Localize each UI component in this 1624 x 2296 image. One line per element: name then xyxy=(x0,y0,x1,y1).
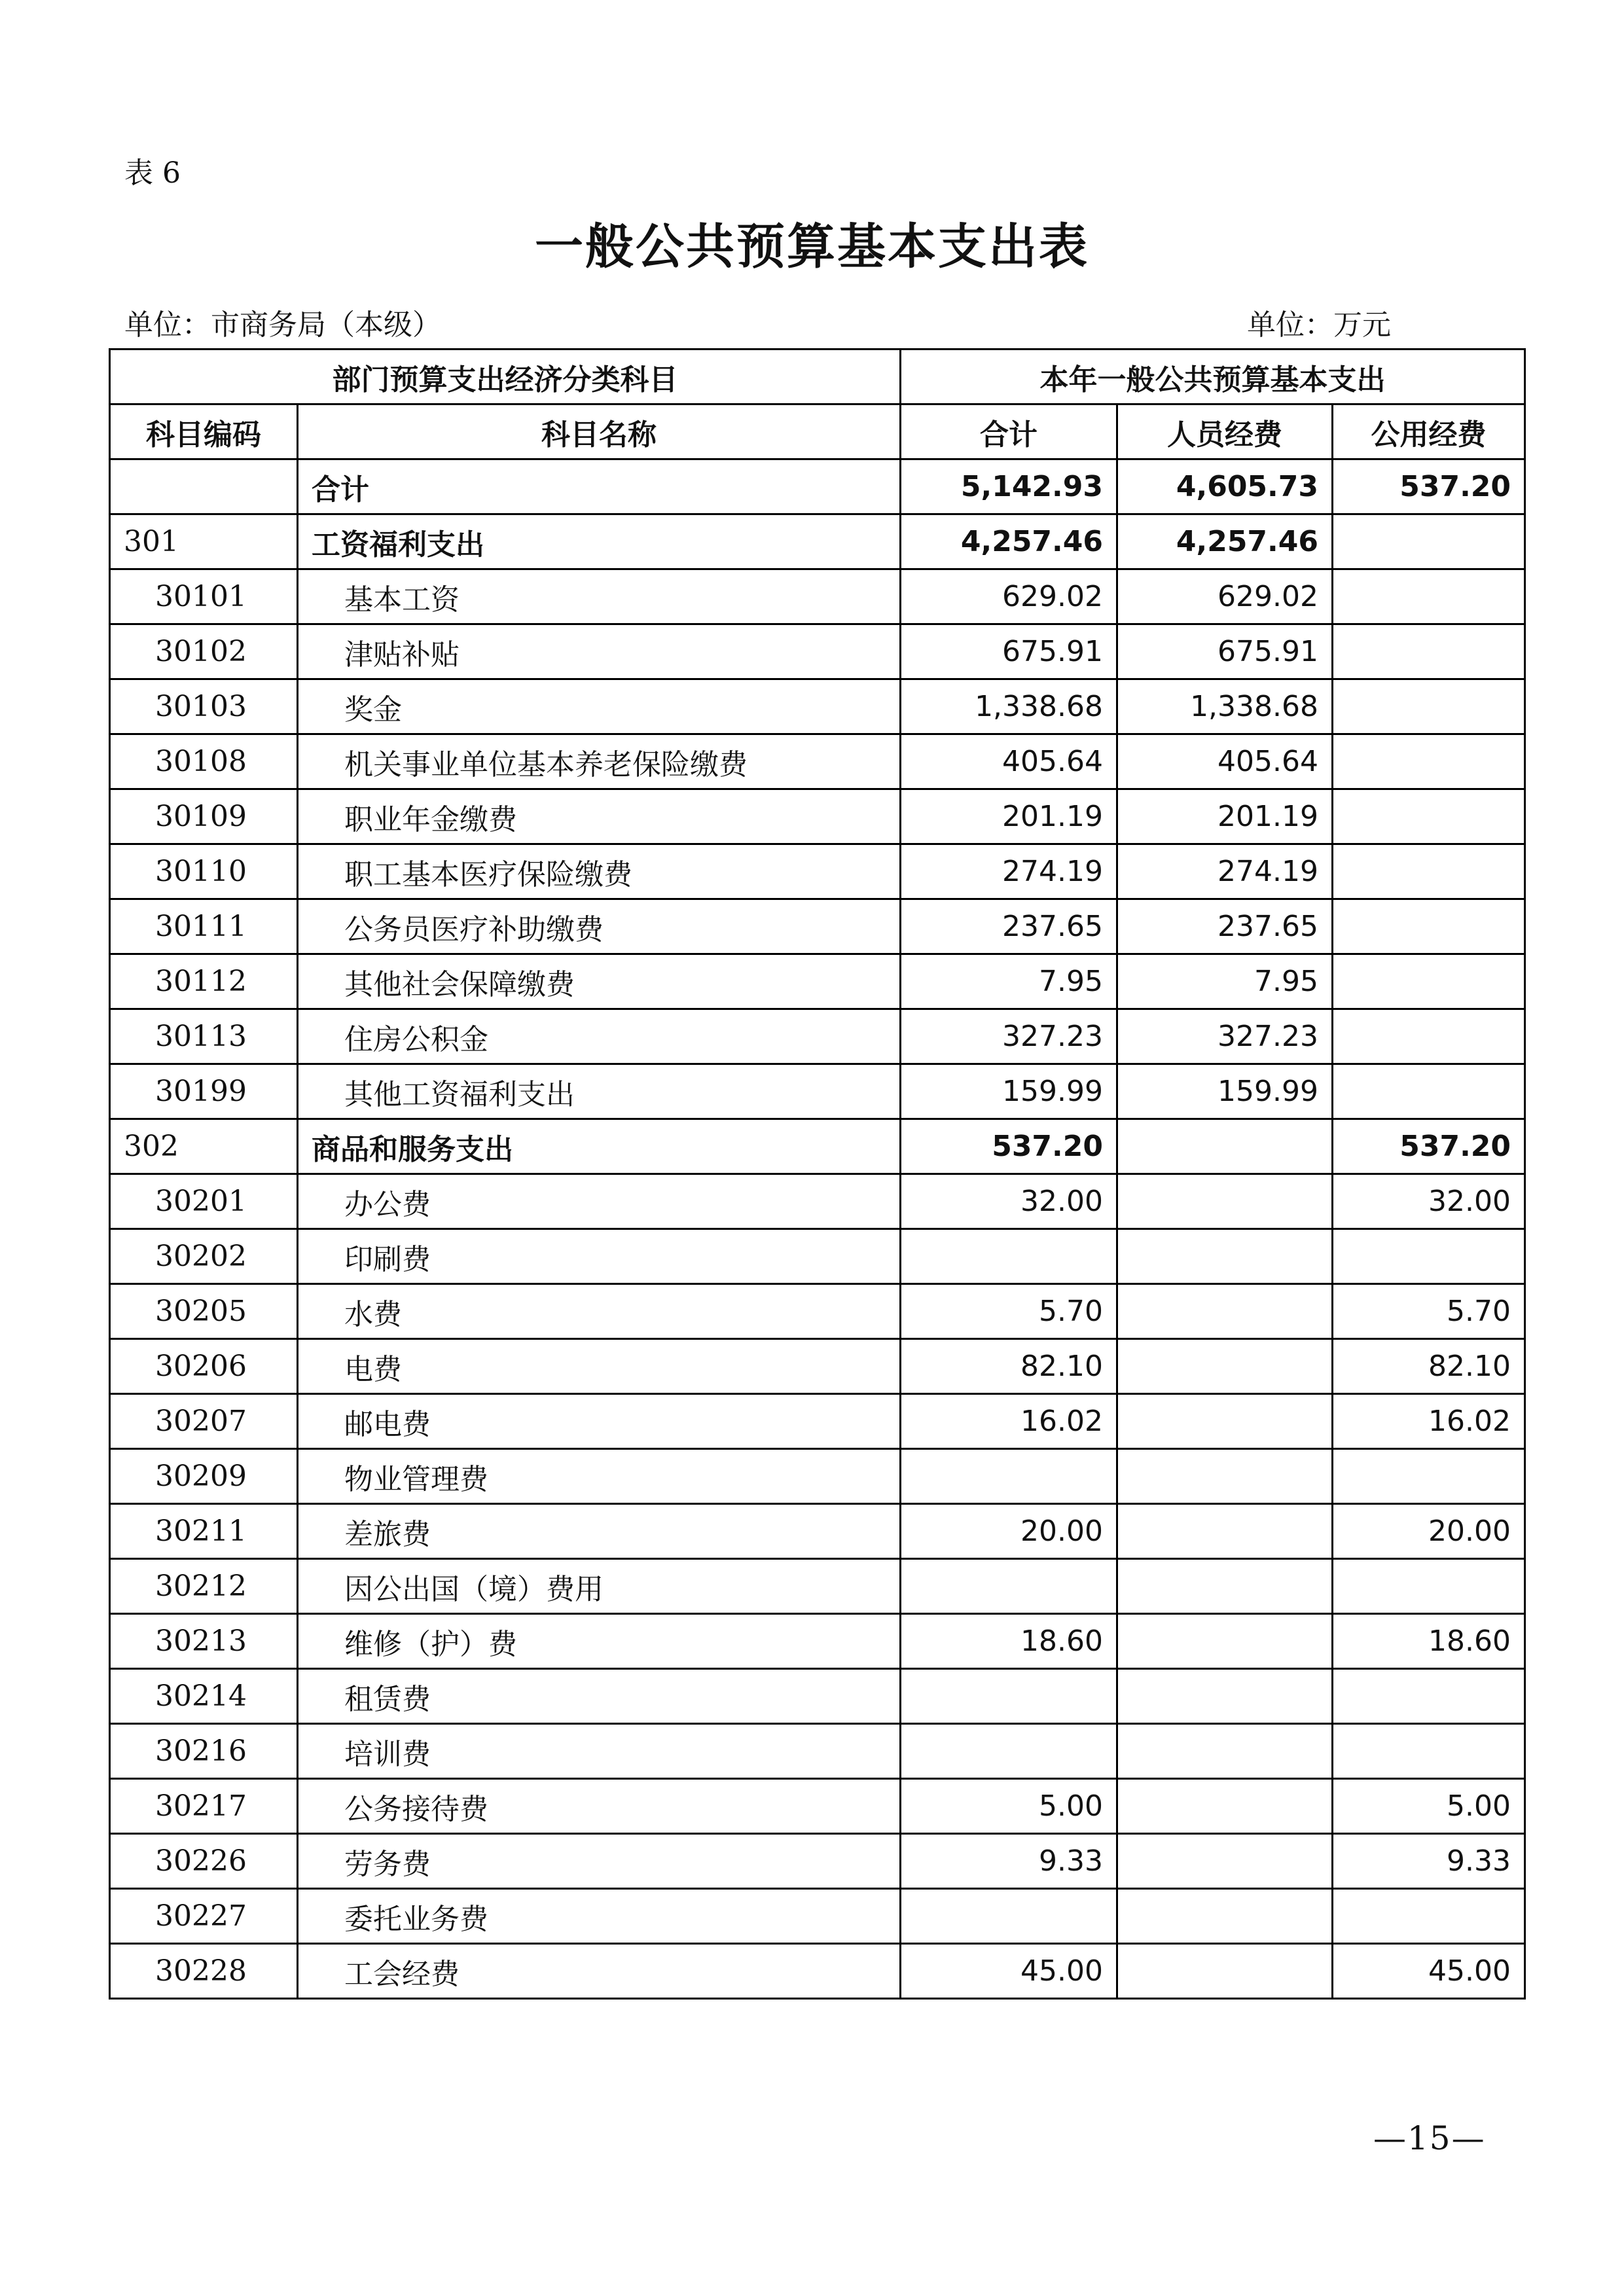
cell-total xyxy=(901,1669,1117,1724)
cell-personnel: 7.95 xyxy=(1117,954,1333,1009)
cell-total: 1,338.68 xyxy=(901,679,1117,734)
cell-personnel xyxy=(1117,1119,1333,1174)
cell-name: 机关事业单位基本养老保险缴费 xyxy=(298,734,901,789)
cell-name: 合计 xyxy=(298,459,901,514)
cell-name: 津贴补贴 xyxy=(298,624,901,679)
header-name: 科目名称 xyxy=(298,404,901,459)
cell-code: 30216 xyxy=(110,1724,298,1779)
cell-name: 公务员医疗补助缴费 xyxy=(298,899,901,954)
cell-public xyxy=(1333,569,1525,624)
cell-name: 职工基本医疗保险缴费 xyxy=(298,844,901,899)
cell-name: 其他工资福利支出 xyxy=(298,1064,901,1119)
cell-name: 工资福利支出 xyxy=(298,514,901,569)
cell-personnel xyxy=(1117,1779,1333,1834)
cell-name: 培训费 xyxy=(298,1724,901,1779)
table-row xyxy=(110,459,1525,514)
cell-code: 30101 xyxy=(110,569,298,624)
cell-public: 18.60 xyxy=(1333,1614,1525,1669)
cell-personnel xyxy=(1117,1449,1333,1504)
cell-name: 维修（护）费 xyxy=(298,1614,901,1669)
unit-department: 单位：市商务局（本级） xyxy=(124,308,441,342)
cell-public xyxy=(1333,789,1525,844)
page-number: —15— xyxy=(1373,2119,1486,2157)
cell-personnel: 201.19 xyxy=(1117,789,1333,844)
cell-total: 18.60 xyxy=(901,1614,1117,1669)
cell-total: 629.02 xyxy=(901,569,1117,624)
cell-total: 675.91 xyxy=(901,624,1117,679)
table-row xyxy=(110,514,1525,569)
table-row xyxy=(110,789,1525,844)
table-row xyxy=(110,1119,1525,1174)
cell-name: 劳务费 xyxy=(298,1834,901,1889)
cell-personnel xyxy=(1117,1889,1333,1944)
cell-code: 30102 xyxy=(110,624,298,679)
cell-total: 32.00 xyxy=(901,1174,1117,1229)
table-row xyxy=(110,1229,1525,1284)
cell-code: 301 xyxy=(110,514,298,569)
cell-public: 537.20 xyxy=(1333,459,1525,514)
table-row xyxy=(110,844,1525,899)
cell-code: 30199 xyxy=(110,1064,298,1119)
cell-personnel xyxy=(1117,1559,1333,1614)
cell-public xyxy=(1333,954,1525,1009)
cell-code xyxy=(110,459,298,514)
cell-total: 82.10 xyxy=(901,1339,1117,1394)
table-row xyxy=(110,569,1525,624)
cell-personnel: 4,605.73 xyxy=(1117,459,1333,514)
cell-personnel xyxy=(1117,1504,1333,1559)
cell-personnel: 237.65 xyxy=(1117,899,1333,954)
cell-total: 45.00 xyxy=(901,1944,1117,1999)
cell-total xyxy=(901,1724,1117,1779)
cell-total: 159.99 xyxy=(901,1064,1117,1119)
cell-code: 30103 xyxy=(110,679,298,734)
table-row xyxy=(110,1449,1525,1504)
cell-name: 印刷费 xyxy=(298,1229,901,1284)
cell-code: 30113 xyxy=(110,1009,298,1064)
table-row xyxy=(110,1284,1525,1339)
cell-code: 30109 xyxy=(110,789,298,844)
cell-public xyxy=(1333,899,1525,954)
cell-code: 30112 xyxy=(110,954,298,1009)
cell-total xyxy=(901,1889,1117,1944)
cell-name: 差旅费 xyxy=(298,1504,901,1559)
table-row xyxy=(110,1834,1525,1889)
header-total: 合计 xyxy=(901,404,1117,459)
cell-code: 30207 xyxy=(110,1394,298,1449)
header-group-row xyxy=(110,350,1525,404)
table-row xyxy=(110,1009,1525,1064)
header-public: 公用经费 xyxy=(1333,404,1525,459)
cell-name: 水费 xyxy=(298,1284,901,1339)
cell-total: 5.00 xyxy=(901,1779,1117,1834)
cell-personnel xyxy=(1117,1339,1333,1394)
cell-total xyxy=(901,1449,1117,1504)
table-row xyxy=(110,1064,1525,1119)
cell-public xyxy=(1333,1009,1525,1064)
cell-public xyxy=(1333,1724,1525,1779)
cell-name: 因公出国（境）费用 xyxy=(298,1559,901,1614)
cell-code: 302 xyxy=(110,1119,298,1174)
cell-code: 30206 xyxy=(110,1339,298,1394)
cell-public xyxy=(1333,514,1525,569)
cell-name: 公务接待费 xyxy=(298,1779,901,1834)
cell-name: 物业管理费 xyxy=(298,1449,901,1504)
cell-personnel xyxy=(1117,1229,1333,1284)
cell-name: 职业年金缴费 xyxy=(298,789,901,844)
cell-name: 基本工资 xyxy=(298,569,901,624)
cell-code: 30214 xyxy=(110,1669,298,1724)
header-group-left: 部门预算支出经济分类科目 xyxy=(110,350,901,404)
header-row xyxy=(110,404,1525,459)
table-row xyxy=(110,1724,1525,1779)
cell-code: 30211 xyxy=(110,1504,298,1559)
cell-public: 32.00 xyxy=(1333,1174,1525,1229)
table-row xyxy=(110,679,1525,734)
table-row xyxy=(110,954,1525,1009)
cell-public: 45.00 xyxy=(1333,1944,1525,1999)
cell-total: 4,257.46 xyxy=(901,514,1117,569)
cell-total xyxy=(901,1229,1117,1284)
cell-personnel: 1,338.68 xyxy=(1117,679,1333,734)
cell-total: 537.20 xyxy=(901,1119,1117,1174)
cell-code: 30201 xyxy=(110,1174,298,1229)
cell-total: 16.02 xyxy=(901,1394,1117,1449)
cell-code: 30110 xyxy=(110,844,298,899)
cell-name: 办公费 xyxy=(298,1174,901,1229)
cell-personnel xyxy=(1117,1834,1333,1889)
cell-total: 5,142.93 xyxy=(901,459,1117,514)
cell-public xyxy=(1333,1889,1525,1944)
cell-personnel xyxy=(1117,1669,1333,1724)
table-row xyxy=(110,1614,1525,1669)
header-personnel: 人员经费 xyxy=(1117,404,1333,459)
budget-table xyxy=(109,348,1526,2000)
cell-personnel: 629.02 xyxy=(1117,569,1333,624)
cell-public: 5.70 xyxy=(1333,1284,1525,1339)
unit-currency: 单位：万元 xyxy=(1247,308,1391,342)
cell-public xyxy=(1333,1669,1525,1724)
header-group-right: 本年一般公共预算基本支出 xyxy=(901,350,1525,404)
cell-name: 商品和服务支出 xyxy=(298,1119,901,1174)
cell-code: 30111 xyxy=(110,899,298,954)
cell-code: 30212 xyxy=(110,1559,298,1614)
cell-personnel: 274.19 xyxy=(1117,844,1333,899)
cell-code: 30213 xyxy=(110,1614,298,1669)
cell-name: 工会经费 xyxy=(298,1944,901,1999)
cell-personnel: 675.91 xyxy=(1117,624,1333,679)
cell-total: 9.33 xyxy=(901,1834,1117,1889)
table-row xyxy=(110,624,1525,679)
table-row xyxy=(110,1339,1525,1394)
table-row xyxy=(110,1779,1525,1834)
cell-public xyxy=(1333,1229,1525,1284)
cell-personnel: 405.64 xyxy=(1117,734,1333,789)
table-label: 表 6 xyxy=(124,156,181,190)
cell-public xyxy=(1333,844,1525,899)
cell-public xyxy=(1333,679,1525,734)
table-row xyxy=(110,1559,1525,1614)
cell-public: 9.33 xyxy=(1333,1834,1525,1889)
cell-personnel: 159.99 xyxy=(1117,1064,1333,1119)
cell-personnel: 327.23 xyxy=(1117,1009,1333,1064)
cell-name: 租赁费 xyxy=(298,1669,901,1724)
cell-personnel xyxy=(1117,1724,1333,1779)
cell-total: 7.95 xyxy=(901,954,1117,1009)
cell-name: 委托业务费 xyxy=(298,1889,901,1944)
cell-personnel xyxy=(1117,1284,1333,1339)
table-row xyxy=(110,1944,1525,1999)
cell-personnel xyxy=(1117,1394,1333,1449)
cell-total: 405.64 xyxy=(901,734,1117,789)
cell-public xyxy=(1333,734,1525,789)
cell-personnel xyxy=(1117,1614,1333,1669)
cell-code: 30228 xyxy=(110,1944,298,1999)
cell-public xyxy=(1333,624,1525,679)
cell-public xyxy=(1333,1559,1525,1614)
cell-code: 30217 xyxy=(110,1779,298,1834)
table-row xyxy=(110,1889,1525,1944)
cell-total xyxy=(901,1559,1117,1614)
page-title: 一般公共预算基本支出表 xyxy=(535,219,1089,275)
cell-public: 537.20 xyxy=(1333,1119,1525,1174)
cell-total: 274.19 xyxy=(901,844,1117,899)
cell-personnel xyxy=(1117,1174,1333,1229)
cell-public xyxy=(1333,1449,1525,1504)
cell-name: 奖金 xyxy=(298,679,901,734)
cell-personnel xyxy=(1117,1944,1333,1999)
table-row xyxy=(110,1394,1525,1449)
cell-code: 30226 xyxy=(110,1834,298,1889)
table-row xyxy=(110,1669,1525,1724)
cell-public xyxy=(1333,1064,1525,1119)
table-row xyxy=(110,734,1525,789)
cell-code: 30202 xyxy=(110,1229,298,1284)
table-row xyxy=(110,1174,1525,1229)
cell-total: 327.23 xyxy=(901,1009,1117,1064)
cell-name: 邮电费 xyxy=(298,1394,901,1449)
table-row xyxy=(110,1504,1525,1559)
cell-public: 5.00 xyxy=(1333,1779,1525,1834)
cell-code: 30209 xyxy=(110,1449,298,1504)
cell-name: 住房公积金 xyxy=(298,1009,901,1064)
header-code: 科目编码 xyxy=(110,404,298,459)
cell-total: 201.19 xyxy=(901,789,1117,844)
cell-total: 20.00 xyxy=(901,1504,1117,1559)
cell-public: 16.02 xyxy=(1333,1394,1525,1449)
cell-total: 237.65 xyxy=(901,899,1117,954)
cell-personnel: 4,257.46 xyxy=(1117,514,1333,569)
cell-code: 30205 xyxy=(110,1284,298,1339)
cell-name: 其他社会保障缴费 xyxy=(298,954,901,1009)
budget-table-body xyxy=(110,350,1525,1999)
cell-code: 30108 xyxy=(110,734,298,789)
cell-name: 电费 xyxy=(298,1339,901,1394)
cell-code: 30227 xyxy=(110,1889,298,1944)
cell-public: 82.10 xyxy=(1333,1339,1525,1394)
cell-total: 5.70 xyxy=(901,1284,1117,1339)
cell-public: 20.00 xyxy=(1333,1504,1525,1559)
table-row xyxy=(110,899,1525,954)
